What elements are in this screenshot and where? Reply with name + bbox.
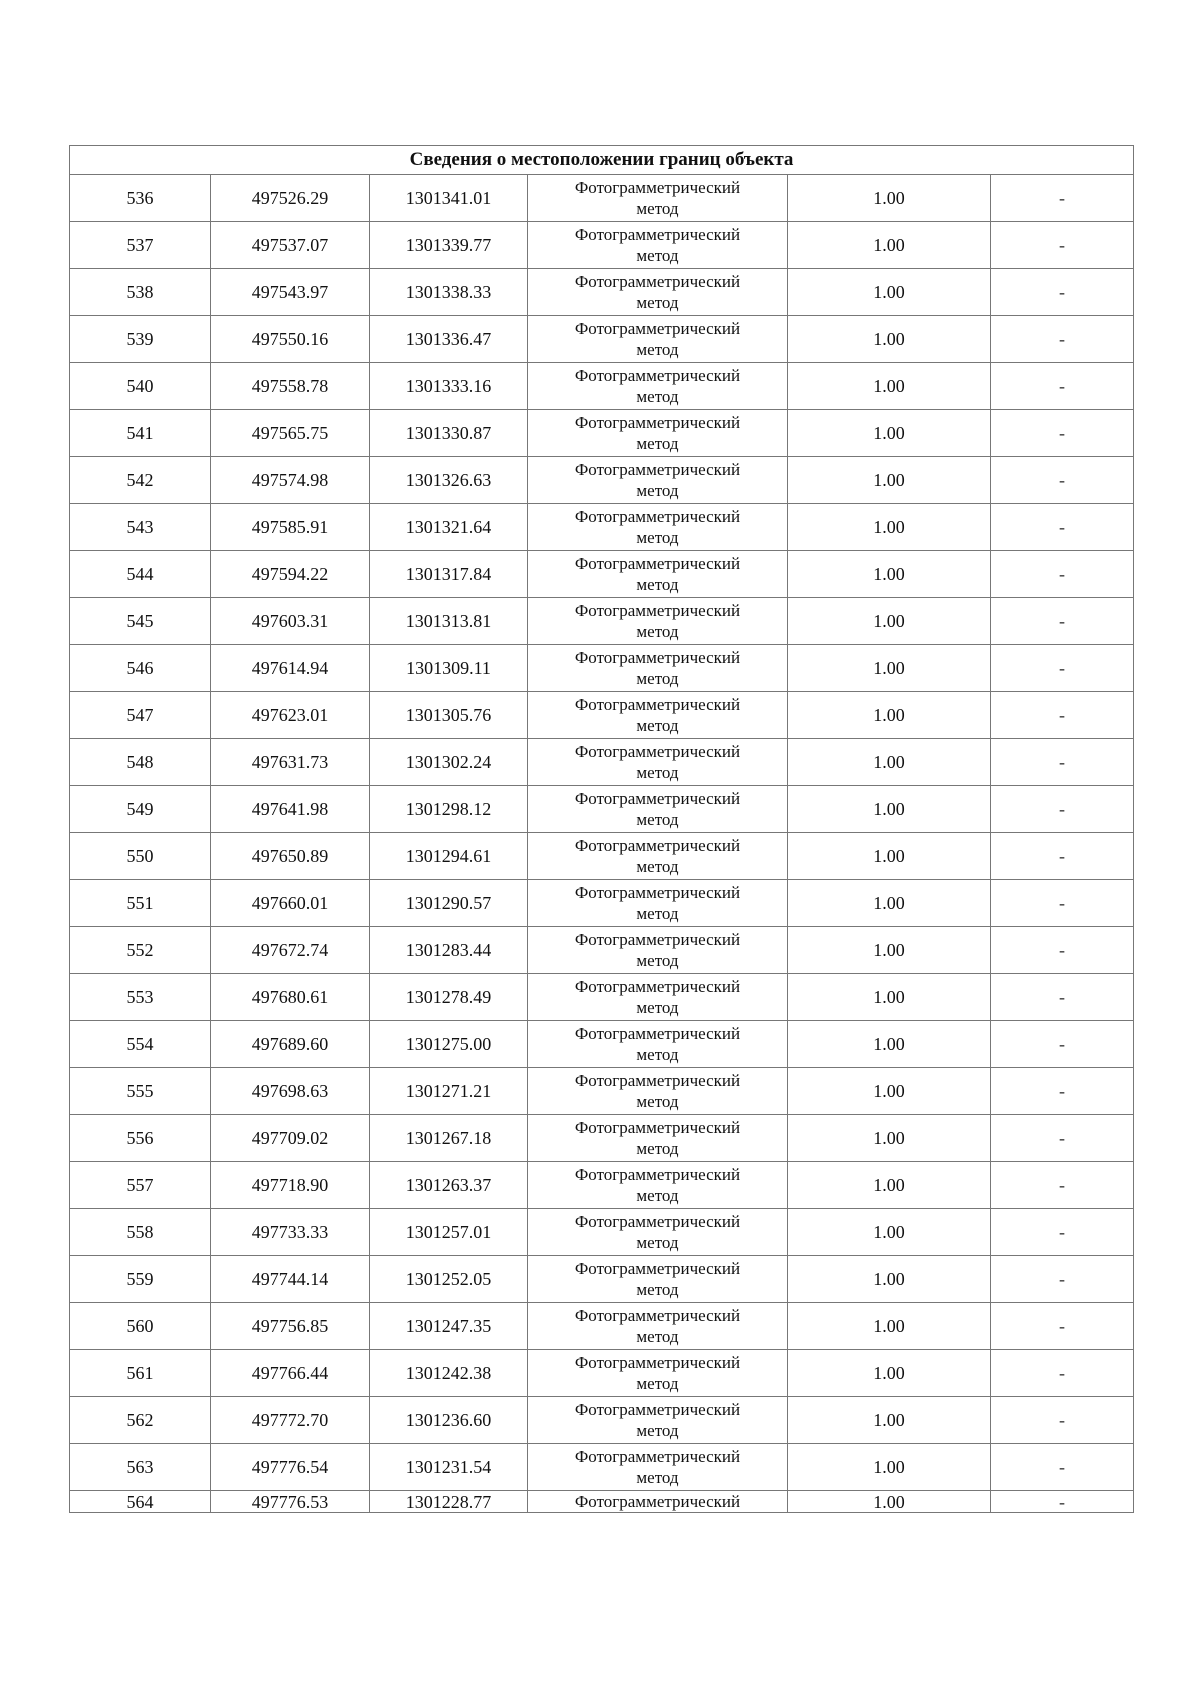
note-cell: - bbox=[991, 551, 1134, 598]
coordinate-x-cell: 497660.01 bbox=[211, 880, 370, 927]
method-line-1: Фотограмметрический bbox=[574, 1447, 741, 1466]
note-cell: - bbox=[991, 1021, 1134, 1068]
document-page bbox=[69, 145, 1133, 1513]
method-line-1: Фотограмметрический bbox=[574, 1400, 741, 1419]
table-row bbox=[70, 222, 1134, 269]
method-line-2: метод bbox=[636, 951, 679, 970]
coordinate-y-cell: 1301313.81 bbox=[370, 598, 528, 645]
coordinate-x-cell: 497526.29 bbox=[211, 175, 370, 222]
accuracy-cell: 1.00 bbox=[788, 739, 991, 786]
note-cell: - bbox=[991, 974, 1134, 1021]
method-line-2: метод bbox=[636, 481, 679, 500]
coordinate-x-cell: 497772.70 bbox=[211, 1397, 370, 1444]
coordinate-y-cell: 1301330.87 bbox=[370, 410, 528, 457]
note-cell: - bbox=[991, 269, 1134, 316]
coordinate-y-cell: 1301242.38 bbox=[370, 1350, 528, 1397]
coordinate-y-cell: 1301271.21 bbox=[370, 1068, 528, 1115]
coordinate-y-cell: 1301228.77 bbox=[370, 1491, 528, 1513]
accuracy-cell: 1.00 bbox=[788, 1068, 991, 1115]
note-cell: - bbox=[991, 504, 1134, 551]
accuracy-cell: 1.00 bbox=[788, 410, 991, 457]
method-line-1: Фотограмметрический bbox=[574, 319, 741, 338]
coordinate-y-cell: 1301333.16 bbox=[370, 363, 528, 410]
coordinate-x-cell: 497650.89 bbox=[211, 833, 370, 880]
accuracy-cell: 1.00 bbox=[788, 1444, 991, 1491]
accuracy-cell: 1.00 bbox=[788, 1397, 991, 1444]
method-line-1: Фотограмметрический bbox=[574, 460, 741, 479]
method-line-1: Фотограмметрический bbox=[574, 225, 741, 244]
point-number-cell: 547 bbox=[70, 692, 211, 739]
note-cell: - bbox=[991, 363, 1134, 410]
method-cell bbox=[528, 739, 788, 786]
method-cell bbox=[528, 927, 788, 974]
method-line-2: метод bbox=[636, 340, 679, 359]
table-row bbox=[70, 880, 1134, 927]
point-number-cell: 563 bbox=[70, 1444, 211, 1491]
coordinate-y-cell: 1301336.47 bbox=[370, 316, 528, 363]
note-cell: - bbox=[991, 457, 1134, 504]
method-line-1: Фотограмметрический bbox=[574, 413, 741, 432]
coordinate-y-cell: 1301326.63 bbox=[370, 457, 528, 504]
method-line-2: метод bbox=[636, 1374, 679, 1393]
table-row bbox=[70, 504, 1134, 551]
accuracy-cell: 1.00 bbox=[788, 269, 991, 316]
method-line-1: Фотограмметрический bbox=[574, 1118, 741, 1137]
accuracy-cell: 1.00 bbox=[788, 504, 991, 551]
method-cell bbox=[528, 1303, 788, 1350]
note-cell: - bbox=[991, 692, 1134, 739]
coordinate-y-cell: 1301278.49 bbox=[370, 974, 528, 1021]
coordinate-y-cell: 1301341.01 bbox=[370, 175, 528, 222]
note-cell: - bbox=[991, 880, 1134, 927]
coordinate-y-cell: 1301257.01 bbox=[370, 1209, 528, 1256]
method-cell bbox=[528, 692, 788, 739]
table-row bbox=[70, 551, 1134, 598]
method-line-1: Фотограмметрический bbox=[574, 601, 741, 620]
coordinate-y-cell: 1301302.24 bbox=[370, 739, 528, 786]
method-line-1: Фотограмметрический bbox=[574, 507, 741, 526]
coordinate-x-cell: 497733.33 bbox=[211, 1209, 370, 1256]
method-line-1: Фотограмметрический bbox=[574, 1212, 741, 1231]
boundary-points-table bbox=[69, 145, 1134, 1513]
method-cell bbox=[528, 504, 788, 551]
coordinate-x-cell: 497537.07 bbox=[211, 222, 370, 269]
point-number-cell: 544 bbox=[70, 551, 211, 598]
coordinate-x-cell: 497631.73 bbox=[211, 739, 370, 786]
method-cell bbox=[528, 222, 788, 269]
table-row bbox=[70, 1209, 1134, 1256]
table-row bbox=[70, 974, 1134, 1021]
method-line-1: Фотограмметрический bbox=[574, 789, 741, 808]
note-cell: - bbox=[991, 598, 1134, 645]
method-line-2: метод bbox=[636, 387, 679, 406]
note-cell: - bbox=[991, 1350, 1134, 1397]
coordinate-y-cell: 1301294.61 bbox=[370, 833, 528, 880]
method-line-1: Фотограмметрический bbox=[574, 742, 741, 761]
accuracy-cell: 1.00 bbox=[788, 927, 991, 974]
coordinate-y-cell: 1301338.33 bbox=[370, 269, 528, 316]
accuracy-cell: 1.00 bbox=[788, 1256, 991, 1303]
coordinate-x-cell: 497756.85 bbox=[211, 1303, 370, 1350]
accuracy-cell: 1.00 bbox=[788, 551, 991, 598]
method-line-2: метод bbox=[636, 1421, 679, 1440]
accuracy-cell: 1.00 bbox=[788, 457, 991, 504]
coordinate-y-cell: 1301317.84 bbox=[370, 551, 528, 598]
coordinate-y-cell: 1301309.11 bbox=[370, 645, 528, 692]
accuracy-cell: 1.00 bbox=[788, 316, 991, 363]
note-cell: - bbox=[991, 1068, 1134, 1115]
table-row bbox=[70, 1162, 1134, 1209]
point-number-cell: 562 bbox=[70, 1397, 211, 1444]
point-number-cell: 542 bbox=[70, 457, 211, 504]
coordinate-x-cell: 497594.22 bbox=[211, 551, 370, 598]
coordinate-y-cell: 1301267.18 bbox=[370, 1115, 528, 1162]
point-number-cell: 550 bbox=[70, 833, 211, 880]
coordinate-x-cell: 497744.14 bbox=[211, 1256, 370, 1303]
note-cell: - bbox=[991, 1444, 1134, 1491]
method-line-2: метод bbox=[636, 904, 679, 923]
point-number-cell: 536 bbox=[70, 175, 211, 222]
accuracy-cell: 1.00 bbox=[788, 1491, 991, 1513]
table-row bbox=[70, 739, 1134, 786]
table-row bbox=[70, 363, 1134, 410]
coordinate-y-cell: 1301283.44 bbox=[370, 927, 528, 974]
method-line-1: Фотограмметрический bbox=[574, 836, 741, 855]
note-cell: - bbox=[991, 410, 1134, 457]
coordinate-y-cell: 1301321.64 bbox=[370, 504, 528, 551]
coordinate-x-cell: 497698.63 bbox=[211, 1068, 370, 1115]
accuracy-cell: 1.00 bbox=[788, 1350, 991, 1397]
method-line-2: метод bbox=[636, 293, 679, 312]
coordinate-y-cell: 1301263.37 bbox=[370, 1162, 528, 1209]
point-number-cell: 557 bbox=[70, 1162, 211, 1209]
coordinate-x-cell: 497585.91 bbox=[211, 504, 370, 551]
method-line-2: метод bbox=[636, 1092, 679, 1111]
note-cell: - bbox=[991, 1209, 1134, 1256]
coordinate-x-cell: 497776.54 bbox=[211, 1444, 370, 1491]
point-number-cell: 538 bbox=[70, 269, 211, 316]
table-row bbox=[70, 927, 1134, 974]
note-cell: - bbox=[991, 1397, 1134, 1444]
method-cell bbox=[528, 363, 788, 410]
table-row bbox=[70, 1350, 1134, 1397]
point-number-cell: 548 bbox=[70, 739, 211, 786]
method-line-1: Фотограмметрический bbox=[574, 1306, 741, 1325]
table-row bbox=[70, 1256, 1134, 1303]
method-cell bbox=[528, 1256, 788, 1303]
method-cell bbox=[528, 1397, 788, 1444]
note-cell: - bbox=[991, 222, 1134, 269]
method-line-2: метод bbox=[636, 1045, 679, 1064]
accuracy-cell: 1.00 bbox=[788, 692, 991, 739]
table-row bbox=[70, 692, 1134, 739]
point-number-cell: 543 bbox=[70, 504, 211, 551]
table-row bbox=[70, 410, 1134, 457]
note-cell: - bbox=[991, 786, 1134, 833]
coordinate-x-cell: 497543.97 bbox=[211, 269, 370, 316]
method-line-2: метод bbox=[636, 998, 679, 1017]
point-number-cell: 560 bbox=[70, 1303, 211, 1350]
method-cell bbox=[528, 1021, 788, 1068]
point-number-cell: 555 bbox=[70, 1068, 211, 1115]
coordinate-x-cell: 497565.75 bbox=[211, 410, 370, 457]
method-line-1: Фотограмметрический bbox=[574, 1259, 741, 1278]
method-cell bbox=[528, 786, 788, 833]
table-row bbox=[70, 1491, 1134, 1513]
method-cell bbox=[528, 1209, 788, 1256]
method-cell bbox=[528, 833, 788, 880]
point-number-cell: 545 bbox=[70, 598, 211, 645]
accuracy-cell: 1.00 bbox=[788, 363, 991, 410]
method-cell bbox=[528, 645, 788, 692]
coordinate-x-cell: 497574.98 bbox=[211, 457, 370, 504]
note-cell: - bbox=[991, 833, 1134, 880]
accuracy-cell: 1.00 bbox=[788, 1162, 991, 1209]
coordinate-x-cell: 497623.01 bbox=[211, 692, 370, 739]
method-line-2: метод bbox=[636, 622, 679, 641]
point-number-cell: 549 bbox=[70, 786, 211, 833]
method-line-1: Фотограмметрический bbox=[574, 1071, 741, 1090]
note-cell: - bbox=[991, 927, 1134, 974]
method-cell bbox=[528, 1491, 788, 1513]
method-cell bbox=[528, 1162, 788, 1209]
table-row bbox=[70, 786, 1134, 833]
accuracy-cell: 1.00 bbox=[788, 974, 991, 1021]
coordinate-y-cell: 1301247.35 bbox=[370, 1303, 528, 1350]
method-cell bbox=[528, 1115, 788, 1162]
table-row bbox=[70, 316, 1134, 363]
method-cell bbox=[528, 551, 788, 598]
method-line-1: Фотограмметрический bbox=[574, 883, 741, 902]
note-cell: - bbox=[991, 739, 1134, 786]
method-cell bbox=[528, 1350, 788, 1397]
method-line-2: метод bbox=[636, 716, 679, 735]
table-row bbox=[70, 645, 1134, 692]
point-number-cell: 561 bbox=[70, 1350, 211, 1397]
table-row bbox=[70, 1397, 1134, 1444]
method-line-2: метод bbox=[636, 1186, 679, 1205]
point-number-cell: 537 bbox=[70, 222, 211, 269]
method-line-1: Фотограмметрический bbox=[574, 366, 741, 385]
note-cell: - bbox=[991, 1303, 1134, 1350]
method-cell bbox=[528, 1444, 788, 1491]
method-line-2: метод bbox=[636, 575, 679, 594]
method-cell bbox=[528, 316, 788, 363]
note-cell: - bbox=[991, 1256, 1134, 1303]
method-line-1: Фотограмметрический bbox=[574, 648, 741, 667]
accuracy-cell: 1.00 bbox=[788, 645, 991, 692]
method-line-2: метод bbox=[636, 528, 679, 547]
table-row bbox=[70, 598, 1134, 645]
coordinate-x-cell: 497672.74 bbox=[211, 927, 370, 974]
table-title: Сведения о местоположении границ объекта bbox=[70, 146, 1134, 175]
note-cell: - bbox=[991, 175, 1134, 222]
table-row bbox=[70, 1303, 1134, 1350]
method-line-2: метод bbox=[636, 857, 679, 876]
method-line-2: метод bbox=[636, 434, 679, 453]
method-line-1: Фотограмметрический bbox=[574, 1165, 741, 1184]
point-number-cell: 556 bbox=[70, 1115, 211, 1162]
table-row bbox=[70, 1444, 1134, 1491]
table-row bbox=[70, 1068, 1134, 1115]
table-row bbox=[70, 1021, 1134, 1068]
note-cell: - bbox=[991, 1115, 1134, 1162]
accuracy-cell: 1.00 bbox=[788, 1021, 991, 1068]
table-row bbox=[70, 269, 1134, 316]
point-number-cell: 539 bbox=[70, 316, 211, 363]
coordinate-y-cell: 1301275.00 bbox=[370, 1021, 528, 1068]
coordinate-x-cell: 497766.44 bbox=[211, 1350, 370, 1397]
accuracy-cell: 1.00 bbox=[788, 1209, 991, 1256]
coordinate-x-cell: 497614.94 bbox=[211, 645, 370, 692]
method-line-2: метод bbox=[636, 1280, 679, 1299]
coordinate-x-cell: 497641.98 bbox=[211, 786, 370, 833]
point-number-cell: 558 bbox=[70, 1209, 211, 1256]
table-row bbox=[70, 175, 1134, 222]
accuracy-cell: 1.00 bbox=[788, 598, 991, 645]
point-number-cell: 540 bbox=[70, 363, 211, 410]
coordinate-y-cell: 1301298.12 bbox=[370, 786, 528, 833]
point-number-cell: 551 bbox=[70, 880, 211, 927]
method-cell bbox=[528, 1068, 788, 1115]
point-number-cell: 564 bbox=[70, 1491, 211, 1513]
point-number-cell: 554 bbox=[70, 1021, 211, 1068]
coordinate-y-cell: 1301305.76 bbox=[370, 692, 528, 739]
method-line-2: метод bbox=[636, 669, 679, 688]
method-cell bbox=[528, 598, 788, 645]
coordinate-y-cell: 1301339.77 bbox=[370, 222, 528, 269]
note-cell: - bbox=[991, 645, 1134, 692]
coordinate-x-cell: 497776.53 bbox=[211, 1491, 370, 1513]
coordinate-x-cell: 497550.16 bbox=[211, 316, 370, 363]
method-line-1: Фотограмметрический bbox=[574, 178, 741, 197]
accuracy-cell: 1.00 bbox=[788, 786, 991, 833]
coordinate-x-cell: 497680.61 bbox=[211, 974, 370, 1021]
method-line-1: Фотограмметрический bbox=[574, 554, 741, 573]
method-cell bbox=[528, 175, 788, 222]
method-line-1: Фотограмметрический bbox=[574, 1024, 741, 1043]
accuracy-cell: 1.00 bbox=[788, 880, 991, 927]
accuracy-cell: 1.00 bbox=[788, 222, 991, 269]
method-line-2: метод bbox=[636, 1327, 679, 1346]
method-line-2: метод bbox=[636, 810, 679, 829]
note-cell: - bbox=[991, 1491, 1134, 1513]
accuracy-cell: 1.00 bbox=[788, 1303, 991, 1350]
method-line-1: Фотограмметрический bbox=[574, 1353, 741, 1372]
note-cell: - bbox=[991, 1162, 1134, 1209]
accuracy-cell: 1.00 bbox=[788, 1115, 991, 1162]
point-number-cell: 559 bbox=[70, 1256, 211, 1303]
coordinate-y-cell: 1301236.60 bbox=[370, 1397, 528, 1444]
coordinate-x-cell: 497709.02 bbox=[211, 1115, 370, 1162]
method-line-1: Фотограмметрический bbox=[574, 272, 741, 291]
method-cell bbox=[528, 457, 788, 504]
point-number-cell: 541 bbox=[70, 410, 211, 457]
method-cell bbox=[528, 410, 788, 457]
method-line-1: Фотограмметрический bbox=[574, 695, 741, 714]
method-line-2: метод bbox=[636, 1233, 679, 1252]
coordinate-x-cell: 497718.90 bbox=[211, 1162, 370, 1209]
method-line-1: Фотограмметрический bbox=[574, 930, 741, 949]
point-number-cell: 552 bbox=[70, 927, 211, 974]
table-row bbox=[70, 457, 1134, 504]
coordinate-x-cell: 497689.60 bbox=[211, 1021, 370, 1068]
coordinate-x-cell: 497603.31 bbox=[211, 598, 370, 645]
method-line-2: метод bbox=[636, 1139, 679, 1158]
coordinate-x-cell: 497558.78 bbox=[211, 363, 370, 410]
table-row bbox=[70, 1115, 1134, 1162]
method-line-2: метод bbox=[636, 199, 679, 218]
method-line-2: метод bbox=[636, 246, 679, 265]
coordinate-y-cell: 1301290.57 bbox=[370, 880, 528, 927]
method-cell bbox=[528, 269, 788, 316]
method-cell bbox=[528, 880, 788, 927]
table-body bbox=[70, 175, 1134, 1513]
method-cell bbox=[528, 974, 788, 1021]
point-number-cell: 553 bbox=[70, 974, 211, 1021]
method-line-2: метод bbox=[636, 763, 679, 782]
method-line-1: Фотограмметрический bbox=[574, 1492, 741, 1511]
accuracy-cell: 1.00 bbox=[788, 833, 991, 880]
coordinate-y-cell: 1301231.54 bbox=[370, 1444, 528, 1491]
table-row bbox=[70, 833, 1134, 880]
point-number-cell: 546 bbox=[70, 645, 211, 692]
accuracy-cell: 1.00 bbox=[788, 175, 991, 222]
note-cell: - bbox=[991, 316, 1134, 363]
method-line-1: Фотограмметрический bbox=[574, 977, 741, 996]
method-line-2: метод bbox=[636, 1468, 679, 1487]
table-title-row bbox=[70, 146, 1134, 175]
coordinate-y-cell: 1301252.05 bbox=[370, 1256, 528, 1303]
